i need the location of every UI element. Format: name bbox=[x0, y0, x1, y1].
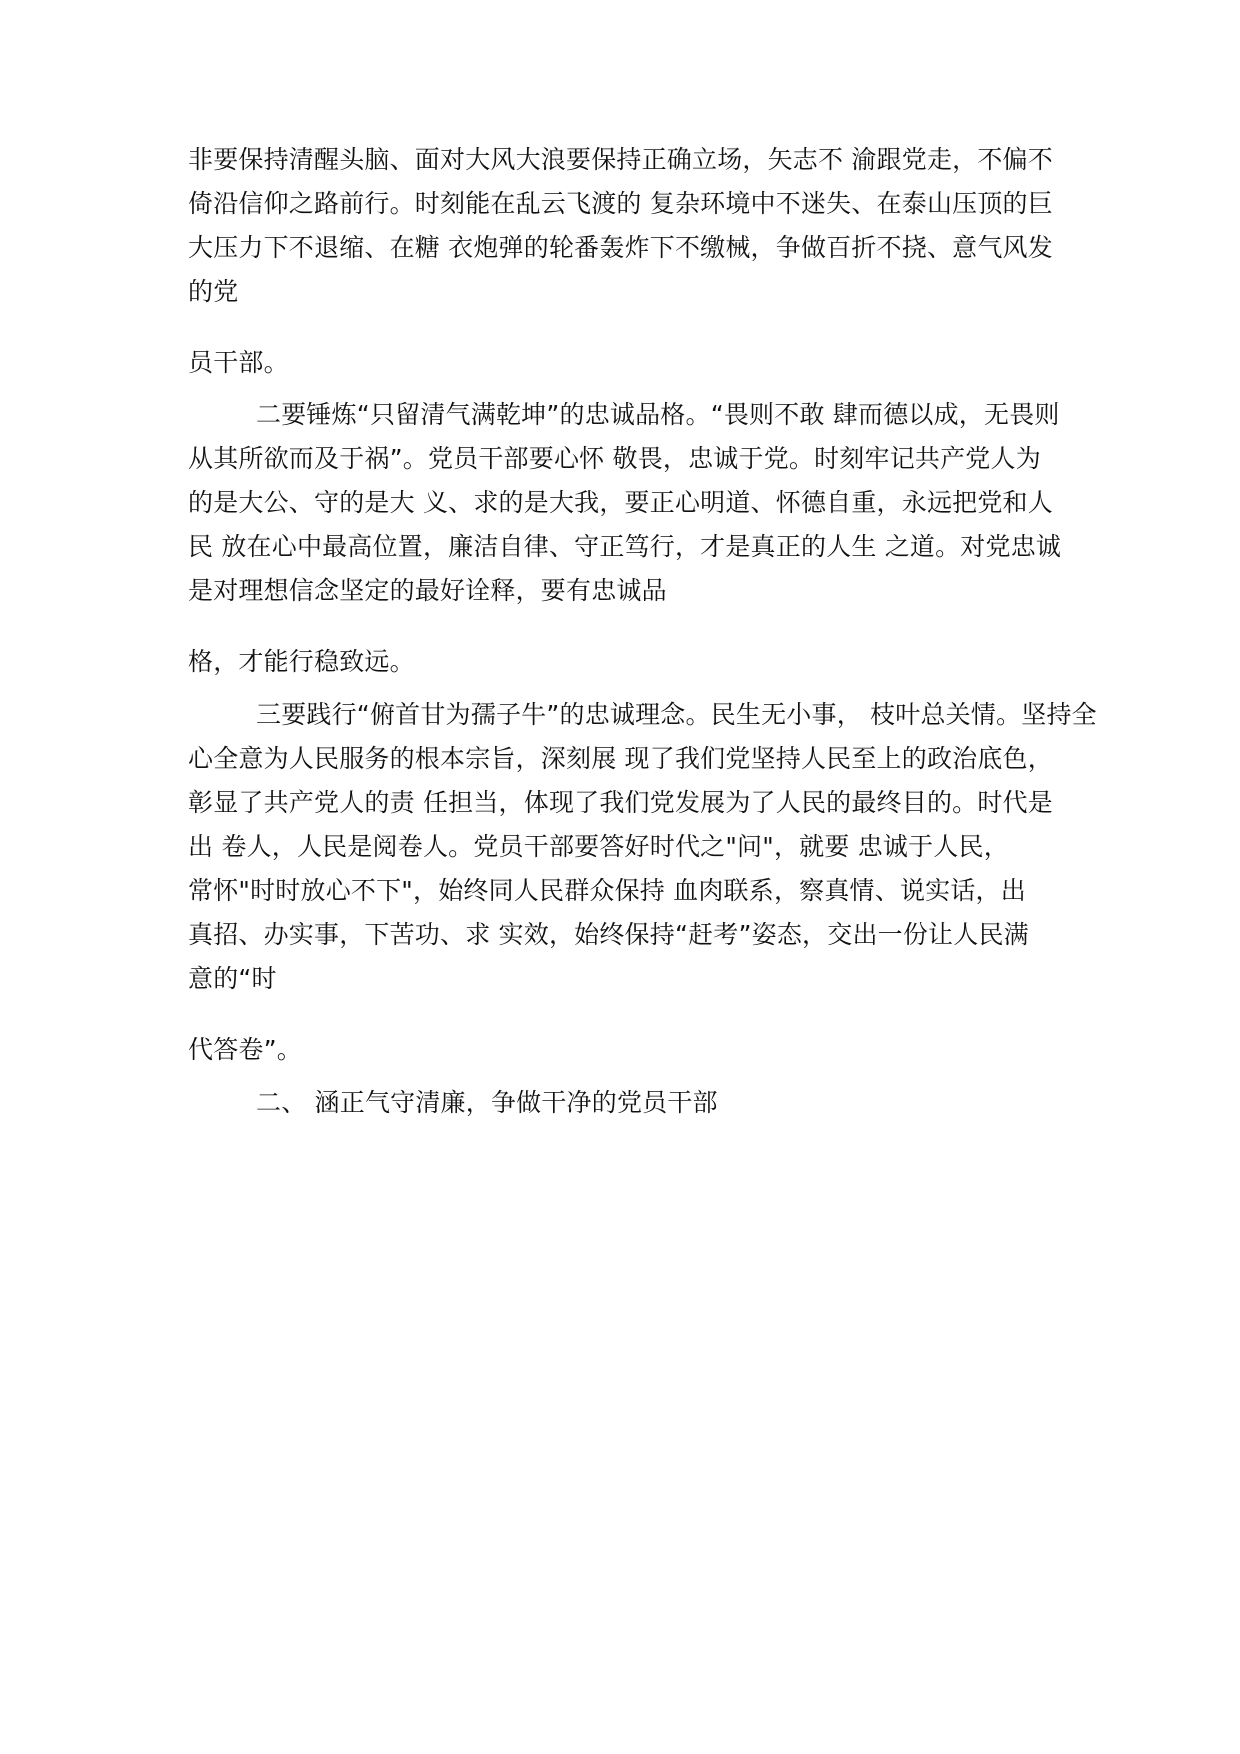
text-line: 出 卷人，人民是阅卷人。党员干部要答好时代之"问"，就要 忠诚于人民， bbox=[188, 832, 1009, 861]
text-line: 格，才能行稳致远。 bbox=[188, 647, 415, 676]
text-line: 心全意为人民服务的根本宗旨，深刻展 现了我们党坚持人民至上的政治底色， bbox=[188, 744, 1053, 773]
text-line: 从其所欲而及于祸”。党员干部要心怀 敬畏，忠诚于党。时刻牢记共产党人为 bbox=[188, 444, 1041, 473]
text-line: 的是大公、守的是大 义、求的是大我，要正心明道、怀德自重，永远把党和人 bbox=[188, 488, 1053, 517]
text-line: 彰显了共产党人的责 任担当，体现了我们党发展为了人民的最终目的。时代是 bbox=[188, 788, 1053, 817]
text-line: 是对理想信念坚定的最好诠释，要有忠诚品 bbox=[188, 576, 667, 605]
text-line: 非要保持清醒头脑、面对大风大浪要保持正确立场，矢志不 渝跟党走，不偏不 bbox=[188, 145, 1053, 174]
text-line: 的党 bbox=[188, 277, 239, 306]
text-line: 意的“时 bbox=[188, 964, 277, 993]
paragraph-start: 三要践行“俯首甘为孺子牛”的忠诚理念。民生无小事， 枝叶总关情。坚持全 bbox=[256, 700, 1097, 729]
paragraph-start: 二要锤炼“只留清气满乾坤”的忠诚品格。“畏则不敢 肆而德以成，无畏则 bbox=[256, 400, 1060, 429]
text-line: 代答卷”。 bbox=[188, 1035, 302, 1064]
section-heading: 二、 涵正气守清廉，争做干净的党员干部 bbox=[256, 1088, 718, 1117]
text-line: 民 放在心中最高位置，廉洁自律、守正笃行，才是真正的人生 之道。对党忠诚 bbox=[188, 532, 1062, 561]
text-line: 大压力下不退缩、在糖 衣炮弹的轮番轰炸下不缴械，争做百折不挠、意气风发 bbox=[188, 233, 1053, 262]
text-line: 真招、办实事，下苦功、求 实效，始终保持“赶考”姿态，交出一份让人民满 bbox=[188, 920, 1029, 949]
text-line: 倚沿信仰之路前行。时刻能在乱云飞渡的 复杂环境中不迷失、在泰山压顶的巨 bbox=[188, 189, 1053, 218]
text-line: 员干部。 bbox=[188, 348, 289, 377]
text-line: 常怀"时时放心不下"，始终同人民群众保持 血肉联系，察真情、说实话，出 bbox=[188, 876, 1026, 905]
